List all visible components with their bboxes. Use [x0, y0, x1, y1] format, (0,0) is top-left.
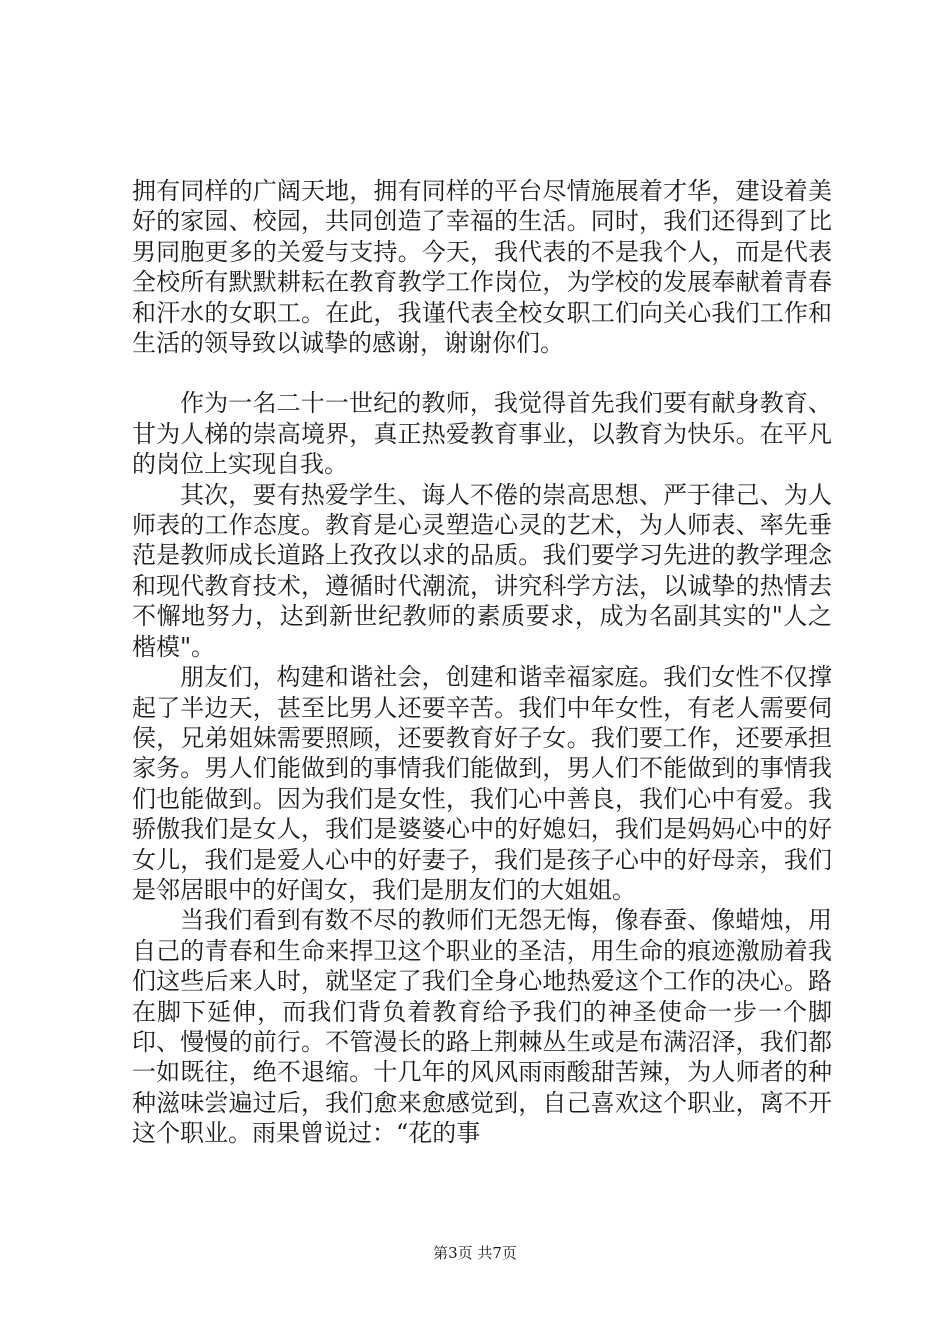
paragraph-3: 其次，要有热爱学生、诲人不倦的崇高思想、严于律己、为人师表的工作态度。教育是心灵塑造心灵的艺术，为人师表、率先垂范是教师成长道路上孜孜以求的品质。我们要学习先进的教学理念和现代教育技术，遵循时代潮流，讲究科学方法，以诚挚的热情去不懈地努力，达到新世纪教师的素质要求，成为名副其实的"人之楷模"。: [132, 480, 832, 661]
page-footer: 第3页 共7页: [433, 1244, 517, 1262]
paragraph-2: 作为一名二十一世纪的教师，我觉得首先我们要有献身教育、甘为人梯的崇高境界，真正热爱教育事业，以教育为快乐。在平凡的岗位上实现自我。: [132, 389, 832, 479]
paragraph-5: 当我们看到有数不尽的教师们无怨无悔，像春蚕、像蜡烛，用自己的青春和生命来捍卫这个职业的圣洁，用生命的痕迹激励着我们这些后来人时，就坚定了我们全身心地热爱这个工作的决心。路在脚下延伸，而我们背负着教育给予我们的神圣使命一步一个脚印、慢慢的前行。不管漫长的路上荆棘丛生或是布满沼泽，我们都一如既往，绝不退缩。十几年的风风雨雨酸甜苦辣，为人师者的种种滋味尝遍过后，我们愈来愈感觉到，自己喜欢这个职业，离不开这个职业。雨果曾说过：“花的事: [132, 906, 832, 1148]
paragraph-4: 朋友们，构建和谐社会，创建和谐幸福家庭。我们女性不仅撑起了半边天，甚至比男人还要辛苦。我们中年女性，有老人需要伺侯，兄弟姐妹需要照顾，还要教育好子女。我们要工作，还要承担家务。男人们能做到的事情我们能做到，男人们不能做到的事情我们也能做到。因为我们是女性，我们心中善良，我们心中有爱。我骄傲我们是女人，我们是婆婆心中的好媳妇，我们是妈妈心中的好女儿，我们是爱人心中的好妻子，我们是孩子心中的好母亲，我们是邻居眼中的好闺女，我们是朋友们的大姐姐。: [132, 663, 832, 904]
body-text: [132, 176, 832, 1149]
paragraph-1: 拥有同样的广阔天地，拥有同样的平台尽情施展着才华，建设着美好的家园、校园，共同创造了幸福的生活。同时，我们还得到了比男同胞更多的关爱与支持。今天，我代表的不是我个人，而是代表全校所有默默耕耘在教育教学工作岗位，为学校的发展奉献着青春和汗水的女职工。在此，我谨代表全校女职工们向关心我们工作和生活的领导致以诚挚的感谢，谢谢你们。: [132, 177, 832, 358]
